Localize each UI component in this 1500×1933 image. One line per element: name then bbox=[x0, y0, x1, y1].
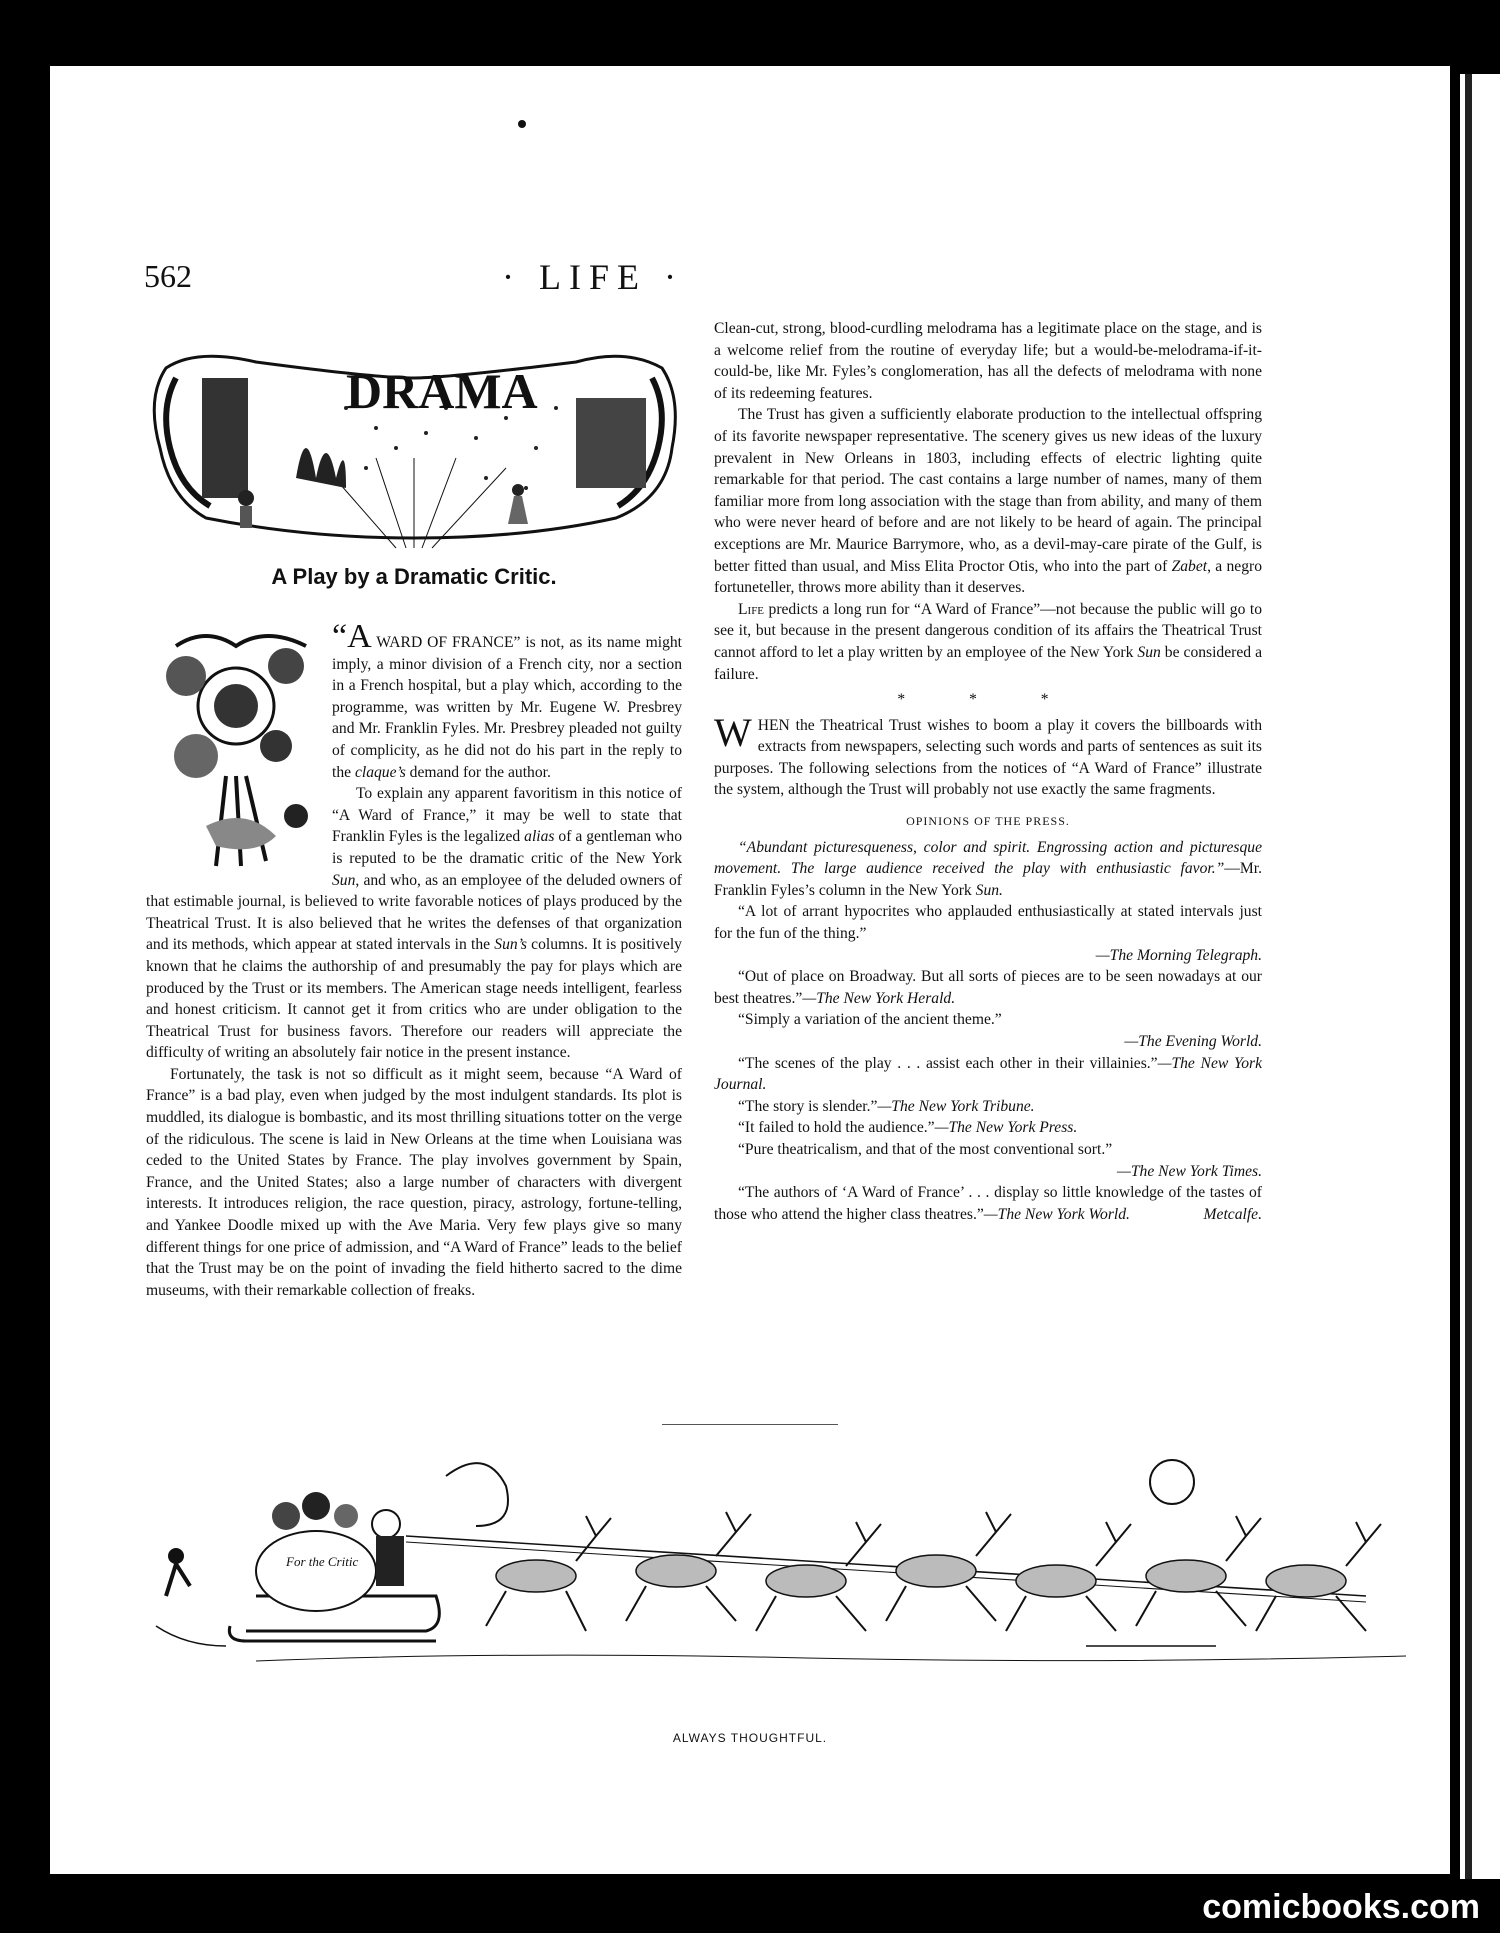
sleigh-cartoon-illustration bbox=[106, 1446, 1436, 1676]
cartoon-caption: ALWAYS THOUGHTFUL. bbox=[672, 1731, 828, 1745]
lead-claque: claque’s bbox=[354, 763, 406, 781]
masthead-title: · LIFE · bbox=[502, 257, 684, 297]
q7-text: “It failed to hold the audience.” bbox=[738, 1119, 935, 1137]
q6-attribution: —The New York Tribune. bbox=[877, 1097, 1035, 1115]
section-divider bbox=[662, 1424, 838, 1425]
article-title: A Play by a Dramatic Critic. bbox=[271, 564, 557, 589]
press-quote-9 bbox=[714, 1182, 1262, 1225]
p6-life: Life bbox=[738, 600, 765, 618]
press-quote-2: “A lot of arrant hypocrites who applauded enthusiastically at stated intervals just for the fun of the thing.” bbox=[714, 903, 1262, 943]
paragraph-melodrama: Clean-cut, strong, blood-curdling melodrama has a legitimate place on the stage, and is a welcome relief from the routine of everyday life; but a would-be-melodrama-if-it-could-be, like Mr. Fyles’s conglomeration, has all the defects of melodrama with none of its redeeming features. bbox=[714, 320, 1262, 402]
falling-figure bbox=[156, 1548, 226, 1646]
q1-sun: Sun. bbox=[975, 881, 1003, 899]
bouquet-illustration bbox=[146, 626, 322, 880]
press-quote-8: “Pure theatricalism, and that of the most conventional sort.” bbox=[738, 1140, 1113, 1158]
p6-text-b: be considered a failure. bbox=[714, 643, 1262, 683]
q3-text: “Out of place on Broadway. But all sorts of pieces are to be seen nowadays at our best theatres.” bbox=[714, 968, 1262, 1007]
section-separator-stars: * * * bbox=[897, 691, 1079, 709]
p2-text-d: columns. It is positively known that he claims the authorship of and presumably the pay for plays which are produced by the Trust or its members. The American stage needs intelligent, fearless and honest criticism. It cannot get it from critics who are under obligation to the Theatrical Trust for business favors. Therefore our readers will appreciate the difficulty of writing an absolutely fair notice in the present instance. bbox=[146, 936, 682, 1062]
p6-sun: Sun bbox=[1137, 643, 1161, 661]
q1-text: “Abundant picturesqueness, color and spirit. Engrossing action and picturesque movement. The large audience received the play with enthusiastic favor.” bbox=[714, 838, 1262, 878]
press-quote-3 bbox=[714, 966, 1262, 1009]
press-quote-5 bbox=[714, 1053, 1262, 1096]
page-number: 562 bbox=[144, 258, 192, 294]
q5-attribution: —The New York Journal. bbox=[714, 1054, 1262, 1094]
p2-alias: alias bbox=[524, 828, 555, 846]
drama-banner-illustration bbox=[146, 338, 682, 556]
p6-text-a: predicts a long run for “A Ward of France”—not because the public will go to see it, but because in the present dangerous condition of its affairs the Theatrical Trust cannot afford to let a play written by an employee of the New York bbox=[714, 600, 1262, 661]
paragraph-production bbox=[714, 404, 1262, 598]
paragraph-prediction bbox=[714, 599, 1262, 685]
q9-attribution: —The New York World. bbox=[983, 1205, 1130, 1223]
p5-text-b: , a negro fortuneteller, throws more ability than it deserves. bbox=[714, 557, 1263, 597]
p2-text-c: , and who, as an employee of the deluded owners of that estimable journal, is believed to write favorable notices of plays produced by the Theatrical Trust. It is also believed that he writes the defenses of that organization and its methods, which appear at stated intervals in the bbox=[146, 871, 682, 954]
p5-text-a: The Trust has given a sufficiently elaborate production to the intellectual offspring of its favorite newspaper representative. The scenery gives us new ideas of the luxury prevalent in New Orleans in 1803, including effects of electric lighting quite remarkable for that period. The cast contains a large number of names, many of them familiar more from long association with the stage than from ability, and many of them who were never heard of before and are not likely to be heard of again. The principal exceptions are Mr. Maurice Barrymore, who, as a devil-may-care pirate of the Gulf, is better fitted than usual, and Miss Elita Proctor Otis, who into the part of bbox=[714, 406, 1262, 575]
author-signature: Metcalfe. bbox=[1203, 1205, 1262, 1223]
sleigh bbox=[229, 1492, 439, 1641]
paragraph-boom bbox=[714, 709, 1262, 801]
q2-attribution: —The Morning Telegraph. bbox=[1095, 946, 1262, 964]
paragraph-bad-play: Fortunately, the task is not so difficult as it might seem, because “A Ward of France” is a bad play, even when judged by the most indulgent standards. Its plot is muddled, its dialogue is bombastic, and its most thrilling situations totter on the verge of the ridiculous. The scene is laid in New Orleans at the time when Louisiana was ceded to the United States by France. The play involves government by Spain, France, and the United States; also a large number of characters with divergent interests. It introduces religion, the race question, piracy, astrology, fortune-telling, and Yankee Doodle mixed up with the Ave Maria. Very few plays give so many different things for one price of admission, and “A Ward of France” leads to the belief that the Trust may be on the point of invading the field hitherto sacred to the dime museums, with their remarkable collection of freaks. bbox=[146, 1065, 682, 1299]
p2-text-a: To explain any apparent favoritism in this notice of “A Ward of France,” it may be well to state that Franklin Fyles is the legalized bbox=[332, 785, 682, 846]
p2-text-b: of a gentleman who is reputed to be the dramatic critic of the New York bbox=[332, 828, 682, 867]
adjacent-page-edge bbox=[1460, 74, 1500, 1879]
q9-text: “The authors of ‘A Ward of France’ . . . display so little knowledge of the tastes of those who attend the higher class theatres.” bbox=[714, 1184, 1262, 1223]
q5-text: “The scenes of the play . . . assist each other in their villainies.” bbox=[738, 1054, 1158, 1072]
print-speck bbox=[518, 120, 526, 128]
press-quote-7 bbox=[714, 1117, 1262, 1139]
press-quote-1 bbox=[714, 837, 1262, 902]
lead-open-quote: “ bbox=[332, 618, 348, 655]
lead-text: WARD OF FRANCE” is not, as its name might imply, a minor division of a French city, nor a section in a French hospital, but a play which, according to the programme, was written by Mr. Eugene W. Presbrey and Mr. Franklin Fyles. Mr. Presbrey pleaded not guilty of complicity, as he did not do his part in the reply to the bbox=[332, 634, 682, 781]
press-quote-6 bbox=[714, 1096, 1262, 1118]
magazine-page bbox=[50, 66, 1450, 1874]
reindeer-team bbox=[496, 1555, 1346, 1597]
q1-attribution: —Mr. Franklin Fyles’s column in the New York bbox=[714, 860, 1262, 899]
p7-text: HEN the Theatrical Trust wishes to boom a play it covers the billboards with extracts from newspapers, selecting such words and parts of sentences as suit its purposes. The following selections from the notices of “A Ward of France” illustrate the system, although the Trust will probably not use exactly the same fragments. bbox=[714, 716, 1262, 799]
q6-text: “The story is slender.” bbox=[738, 1097, 878, 1115]
p7-drop-cap: W bbox=[714, 709, 752, 755]
moon-icon bbox=[1150, 1460, 1194, 1504]
site-watermark: comicbooks.com bbox=[1202, 1888, 1480, 1926]
press-attr-8 bbox=[714, 1161, 1262, 1183]
lead-end: demand for the author. bbox=[405, 763, 551, 781]
q8-attribution: —The New York Times. bbox=[1117, 1162, 1262, 1180]
press-attr-2 bbox=[714, 945, 1262, 967]
lead-drop-cap: A bbox=[347, 618, 372, 655]
p5-zabet: Zabet bbox=[1171, 557, 1208, 575]
q4-attribution: —The Evening World. bbox=[1124, 1033, 1262, 1050]
left-column bbox=[146, 618, 682, 1301]
q7-attribution: —The New York Press. bbox=[934, 1119, 1078, 1137]
q3-attribution: —The New York Herald. bbox=[802, 989, 956, 1007]
page-fold-shadow bbox=[1465, 74, 1472, 1879]
sack-label: For the Critic bbox=[286, 1554, 359, 1569]
right-column bbox=[714, 318, 1262, 1225]
press-quote-4: “Simply a variation of the ancient theme.” bbox=[738, 1011, 1002, 1029]
press-opinions-heading: OPINIONS OF THE PRESS. bbox=[906, 814, 1070, 829]
press-attr-4 bbox=[714, 1031, 1262, 1053]
banner-label: DRAMA bbox=[346, 363, 538, 419]
p2-sun: Sun bbox=[332, 871, 356, 889]
p2-suns: Sun’s bbox=[494, 936, 527, 954]
